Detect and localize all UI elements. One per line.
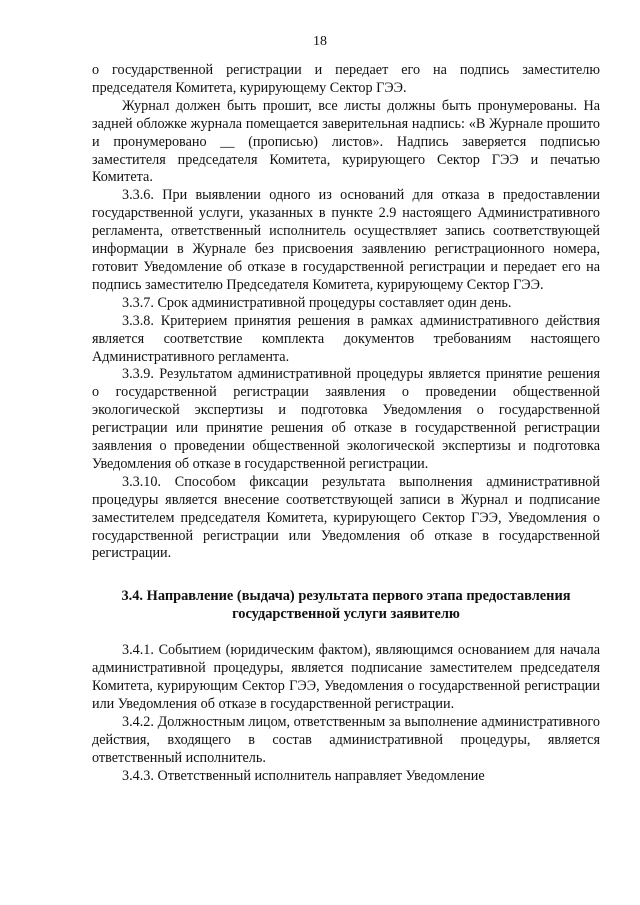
paragraph-3-4-2: 3.4.2. Должностным лицом, ответственным за выполнение административного действия, входящего в состав административной процедуры, является ответственный исполнитель. <box>92 714 600 766</box>
paragraph-3-3-8: 3.3.8. Критерием принятия решения в рамках административного действия является соответствие комплекта документов требованиям настоящего Административного регламента. <box>92 312 600 365</box>
section-heading-3-4 <box>92 587 600 623</box>
page-body <box>92 62 600 786</box>
section-heading-line-1: 3.4. Направление (выдача) результата первого этапа предоставления <box>121 588 571 605</box>
paragraph-3-3-10: 3.3.10. Способом фиксации результата выполнения административной процедуры является внесение соответствующей записи в Журнал и подписание заместителем председателя Комитета, курирующего Сектор ГЭЭ, Уведомления о государственной регистрации или Уведомления об отказе в государственной регистрации. <box>92 473 600 562</box>
paragraph-3-3-9: 3.3.9. Результатом административной процедуры является принятие решения о государственной регистрации заявления о проведении общественной экологической экспертизы и подготовка Уведомления о государственной регистрации или принятие решения об отказе в государственной регистрации заявления о проведении общественной экологической экспертизы и подготовка Уведомления об отказе в государственной регистрации. <box>92 366 600 472</box>
paragraph-journal-binding: Журнал должен быть прошит, все листы должны быть пронумерованы. На задней обложке журнала помещается заверительная надпись: «В Журнале прошито и пронумеровано __ (прописью) листов». Надпись заверяется подписью заместителя председателя Комитета, курирующего Сектор ГЭЭ и печатью Комитета. <box>92 97 600 186</box>
paragraph-3-3-7: 3.3.7. Срок административной процедуры составляет один день. <box>122 294 512 311</box>
paragraph-3-4-1: 3.4.1. Событием (юридическим фактом), являющимся основанием для начала административной процедуры, является подписание заместителем председателя Комитета, курирующим Сектор ГЭЭ, Уведомления о государственной регистрации или Уведомления об отказе в государственной регистрации. <box>92 642 600 713</box>
page-number: 18 <box>313 34 327 49</box>
paragraph-3-4-3: 3.4.3. Ответственный исполнитель направляет Уведомление <box>122 767 485 784</box>
paragraph-3-3-6: 3.3.6. При выявлении одного из оснований для отказа в предоставлении государственной услуги, указанных в пункте 2.9 настоящего Административного регламента, ответственный исполнитель осуществляет запись соответствующей информации в Журнале без присвоения заявлению регистрационного номера, готовит Уведомление об отказе в государственной регистрации и передает его на подпись заместителю Председателя Комитета, курирующему Сектор ГЭЭ. <box>92 187 600 293</box>
paragraph-continuation: о государственной регистрации и передает его на подпись заместителю председателя Комитета, курирующему Сектор ГЭЭ. <box>92 62 600 96</box>
section-heading-line-2: государственной услуги заявителю <box>232 606 460 623</box>
